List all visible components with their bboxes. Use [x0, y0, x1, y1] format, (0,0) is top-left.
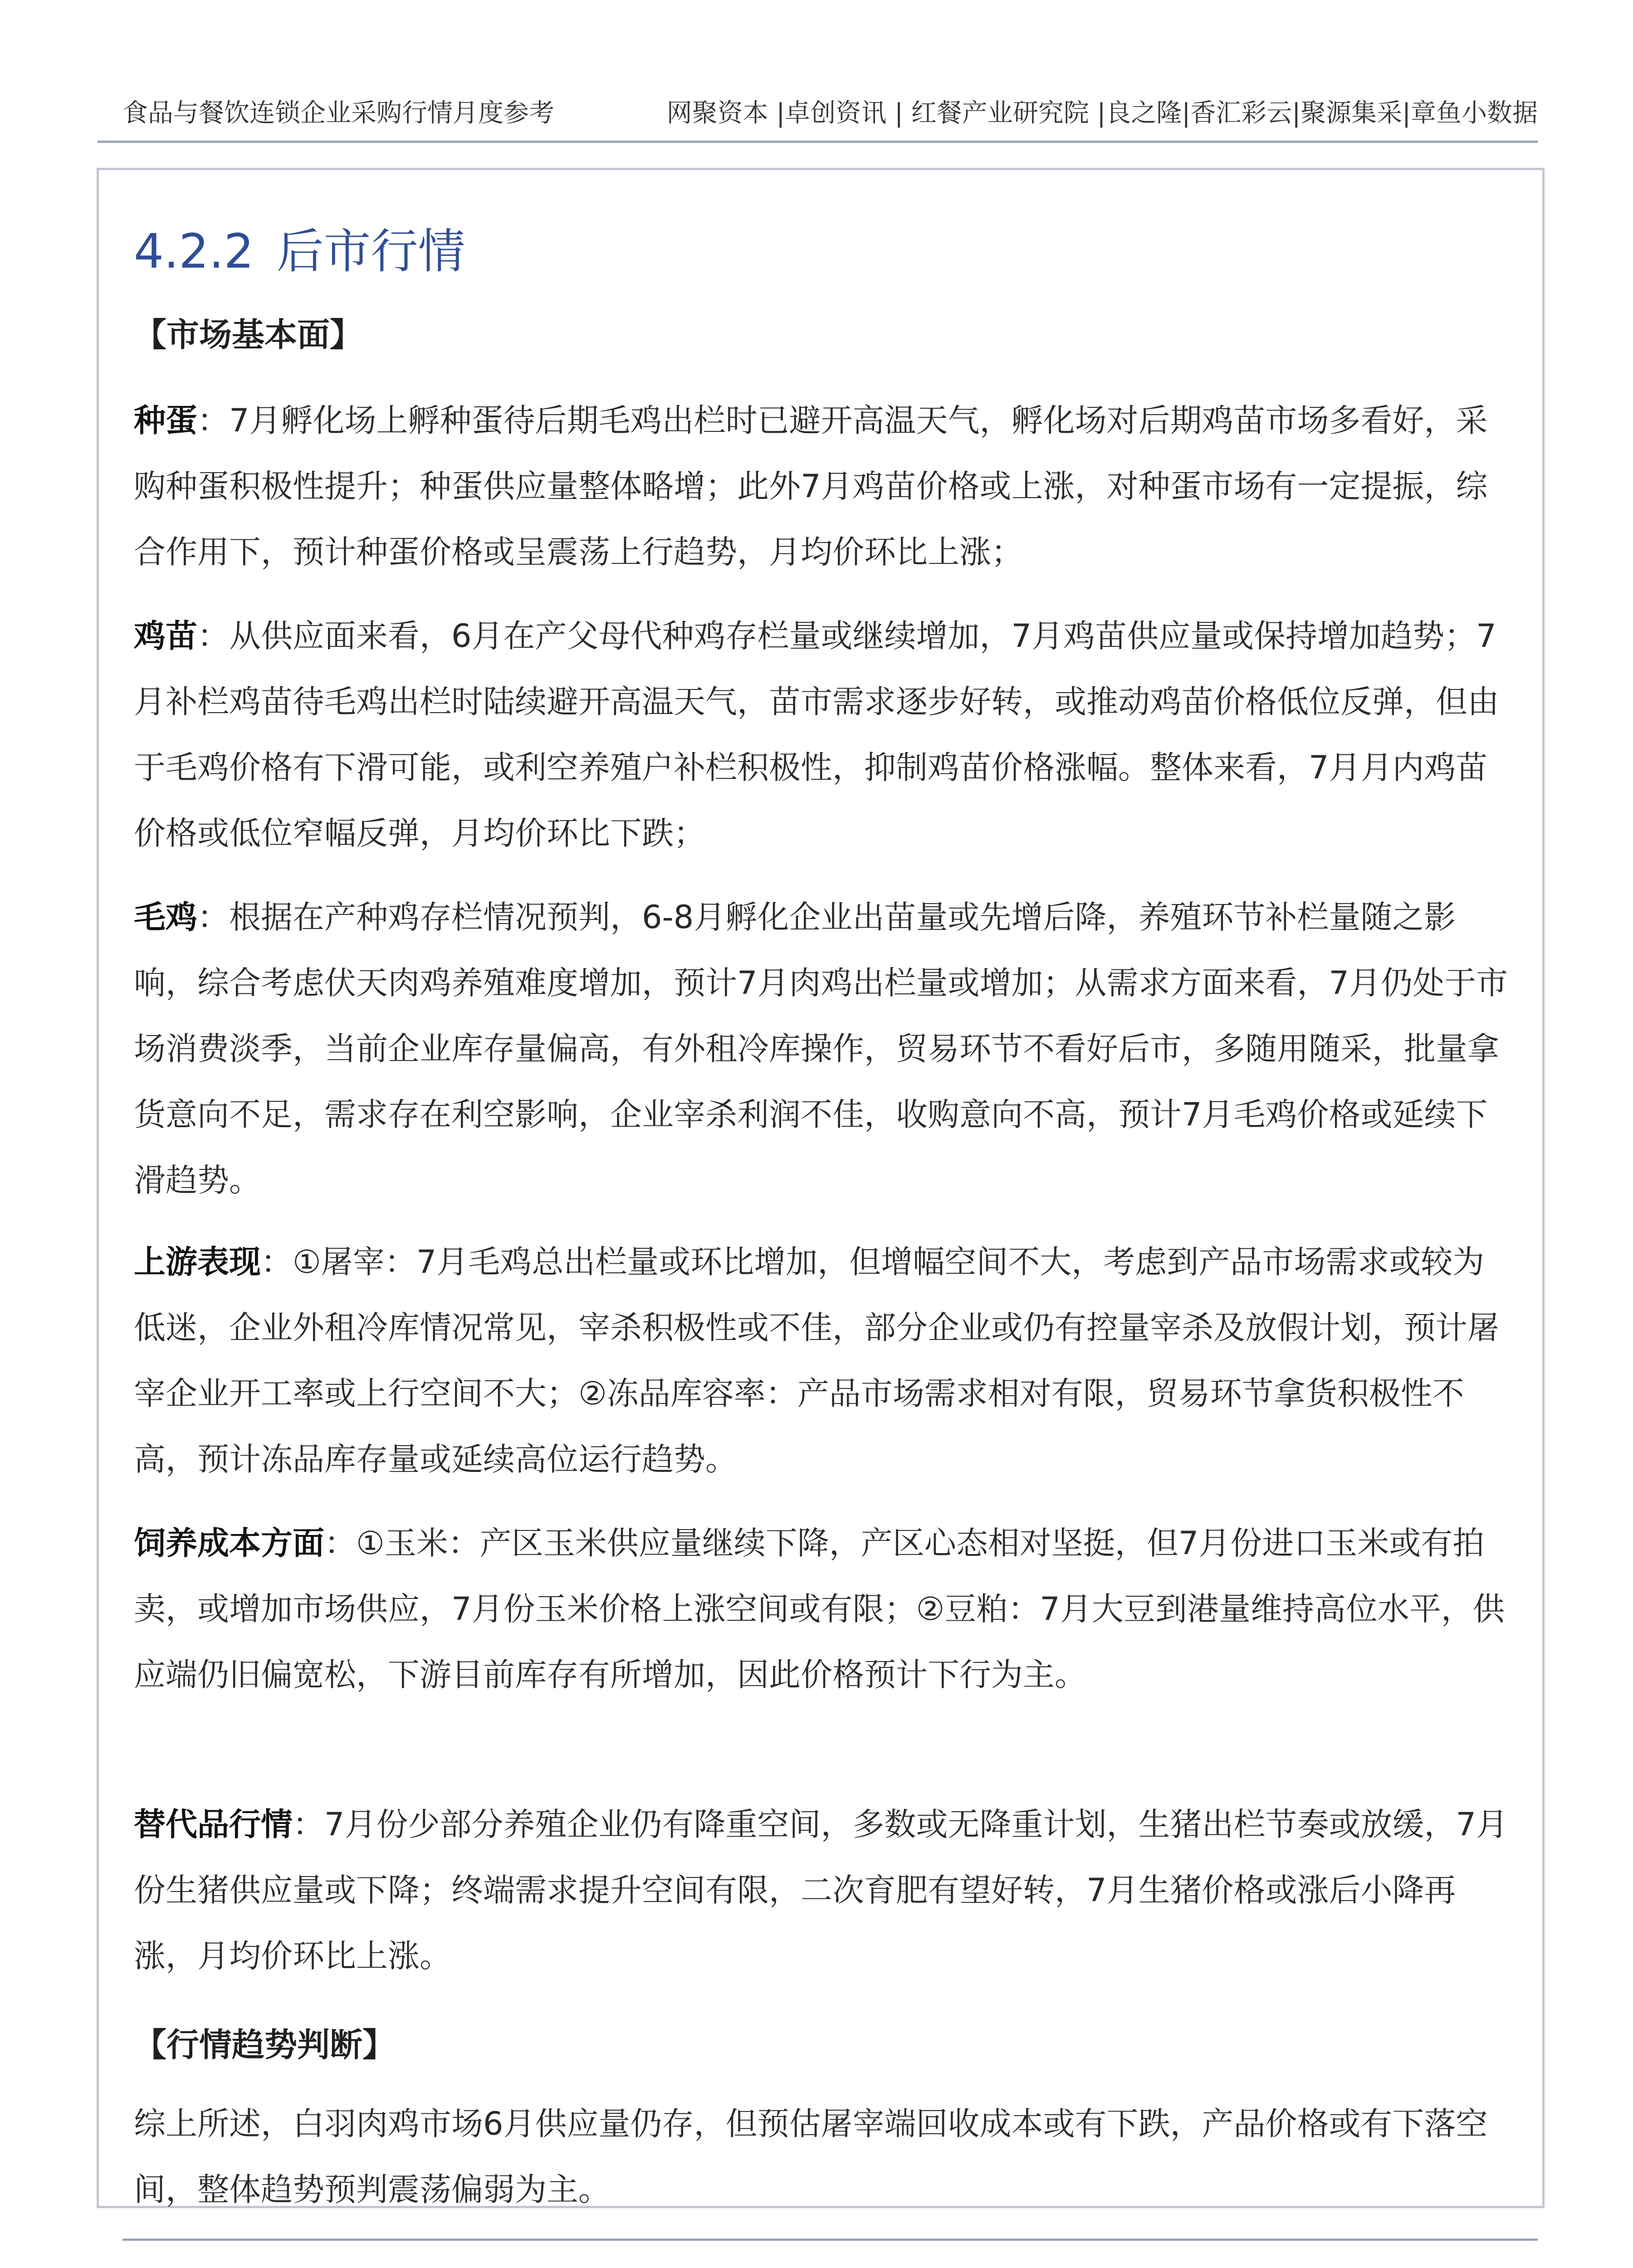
- paragraph-feed-cost: [134, 1510, 1515, 1708]
- paragraph-hatching-eggs: [134, 388, 1515, 585]
- section-number: 4.2.2: [134, 224, 254, 279]
- paragraph-lead: 毛鸡: [134, 899, 197, 936]
- report-sources: 网聚资本 |卓创资讯 | 红餐产业研究院 |良之隆|香汇彩云|聚源集采|章鱼小数据: [666, 98, 1538, 128]
- paragraph-text: ：7月孵化场上孵种蛋待后期毛鸡出栏时已避开高温天气，孵化场对后期鸡苗市场多看好，采购种蛋积极性提升；种蛋供应量整体略增；此外7月鸡苗价格或上涨，对种蛋市场有一定提振，综合作用下，预计种蛋价格或呈震荡上行趋势，月均价环比上涨；: [134, 402, 1488, 571]
- trend-judgment-heading: 【行情趋势判断】: [134, 2026, 396, 2064]
- page-header: [122, 86, 1538, 136]
- paragraph-upstream: [134, 1229, 1515, 1492]
- paragraph-lead: 饲养成本方面: [134, 1525, 324, 1562]
- paragraph-lead: 种蛋: [134, 402, 197, 439]
- paragraph-chicks: [134, 603, 1515, 866]
- paragraph-live-chicken: [134, 885, 1515, 1213]
- paragraph-text: 综上所述，白羽肉鸡市场6月供应量仍存，但预估屠宰端回收成本或有下跌，产品价格或有下落空间，整体趋势预判震荡偏弱为主。: [134, 2105, 1488, 2208]
- paragraph-text: ：根据在产种鸡存栏情况预判，6-8月孵化企业出苗量或先增后降，养殖环节补栏量随之影响，综合考虑伏天肉鸡养殖难度增加，预计7月肉鸡出栏量或增加；从需求方面来看，7月仍处于市场消费淡季，当前企业库存量偏高，有外租冷库操作，贸易环节不看好后市，多随用随采，批量拿货意向不足，需求存在利空影响，企业宰杀利润不佳，收购意向不高，预计7月毛鸡价格或延续下滑趋势。: [134, 899, 1508, 1199]
- section-title: 后市行情: [276, 224, 465, 279]
- header-divider: [98, 141, 1538, 143]
- report-title: 食品与餐饮连锁企业采购行情月度参考: [122, 98, 554, 128]
- paragraph-text: ：①屠宰：7月毛鸡总出栏量或环比增加，但增幅空间不大，考虑到产品市场需求或较为低迷，企业外租冷库情况常见，宰杀积极性或不佳，部分企业或仍有控量宰杀及放假计划，预计屠宰企业开工率或上行空间不大；②冻品库容率：产品市场需求相对有限，贸易环节拿货积极性不高，预计冻品库存量或延续高位运行趋势。: [134, 1243, 1499, 1478]
- paragraph-lead: 上游表现: [134, 1243, 261, 1281]
- paragraph-text: ：从供应面来看，6月在产父母代种鸡存栏量或继续增加，7月鸡苗供应量或保持增加趋势；7月补栏鸡苗待毛鸡出栏时陆续避开高温天气，苗市需求逐步好转，或推动鸡苗价格低位反弹，但由于毛鸡价格有下滑可能，或利空养殖户补栏积极性，抑制鸡苗价格涨幅。整体来看，7月月内鸡苗价格或低位窄幅反弹，月均价环比下跌；: [134, 617, 1499, 852]
- paragraph-text: ：①玉米：产区玉米供应量继续下降，产区心态相对坚挺，但7月份进口玉米或有拍卖，或增加市场供应，7月份玉米价格上涨空间或有限；②豆粕：7月大豆到港量维持高位水平，供应端仍旧偏宽松，下游目前库存有所增加，因此价格预计下行为主。: [134, 1525, 1505, 1693]
- market-fundamentals-heading: 【市场基本面】: [134, 316, 363, 354]
- paragraph-lead: 替代品行情: [134, 1806, 293, 1843]
- paragraph-text: ：7月份少部分养殖企业仍有降重空间，多数或无降重计划，生猪出栏节奏或放缓，7月份生猪供应量或下降；终端需求提升空间有限，二次育肥有望好转，7月生猪价格或涨后小降再涨，月均价环比上涨。: [134, 1806, 1508, 1975]
- section-heading: [134, 213, 465, 281]
- paragraph-lead: 鸡苗: [134, 617, 197, 655]
- paragraph-substitutes: [134, 1792, 1515, 1989]
- paragraph-conclusion: [134, 2091, 1515, 2223]
- footer-divider: [122, 2239, 1538, 2241]
